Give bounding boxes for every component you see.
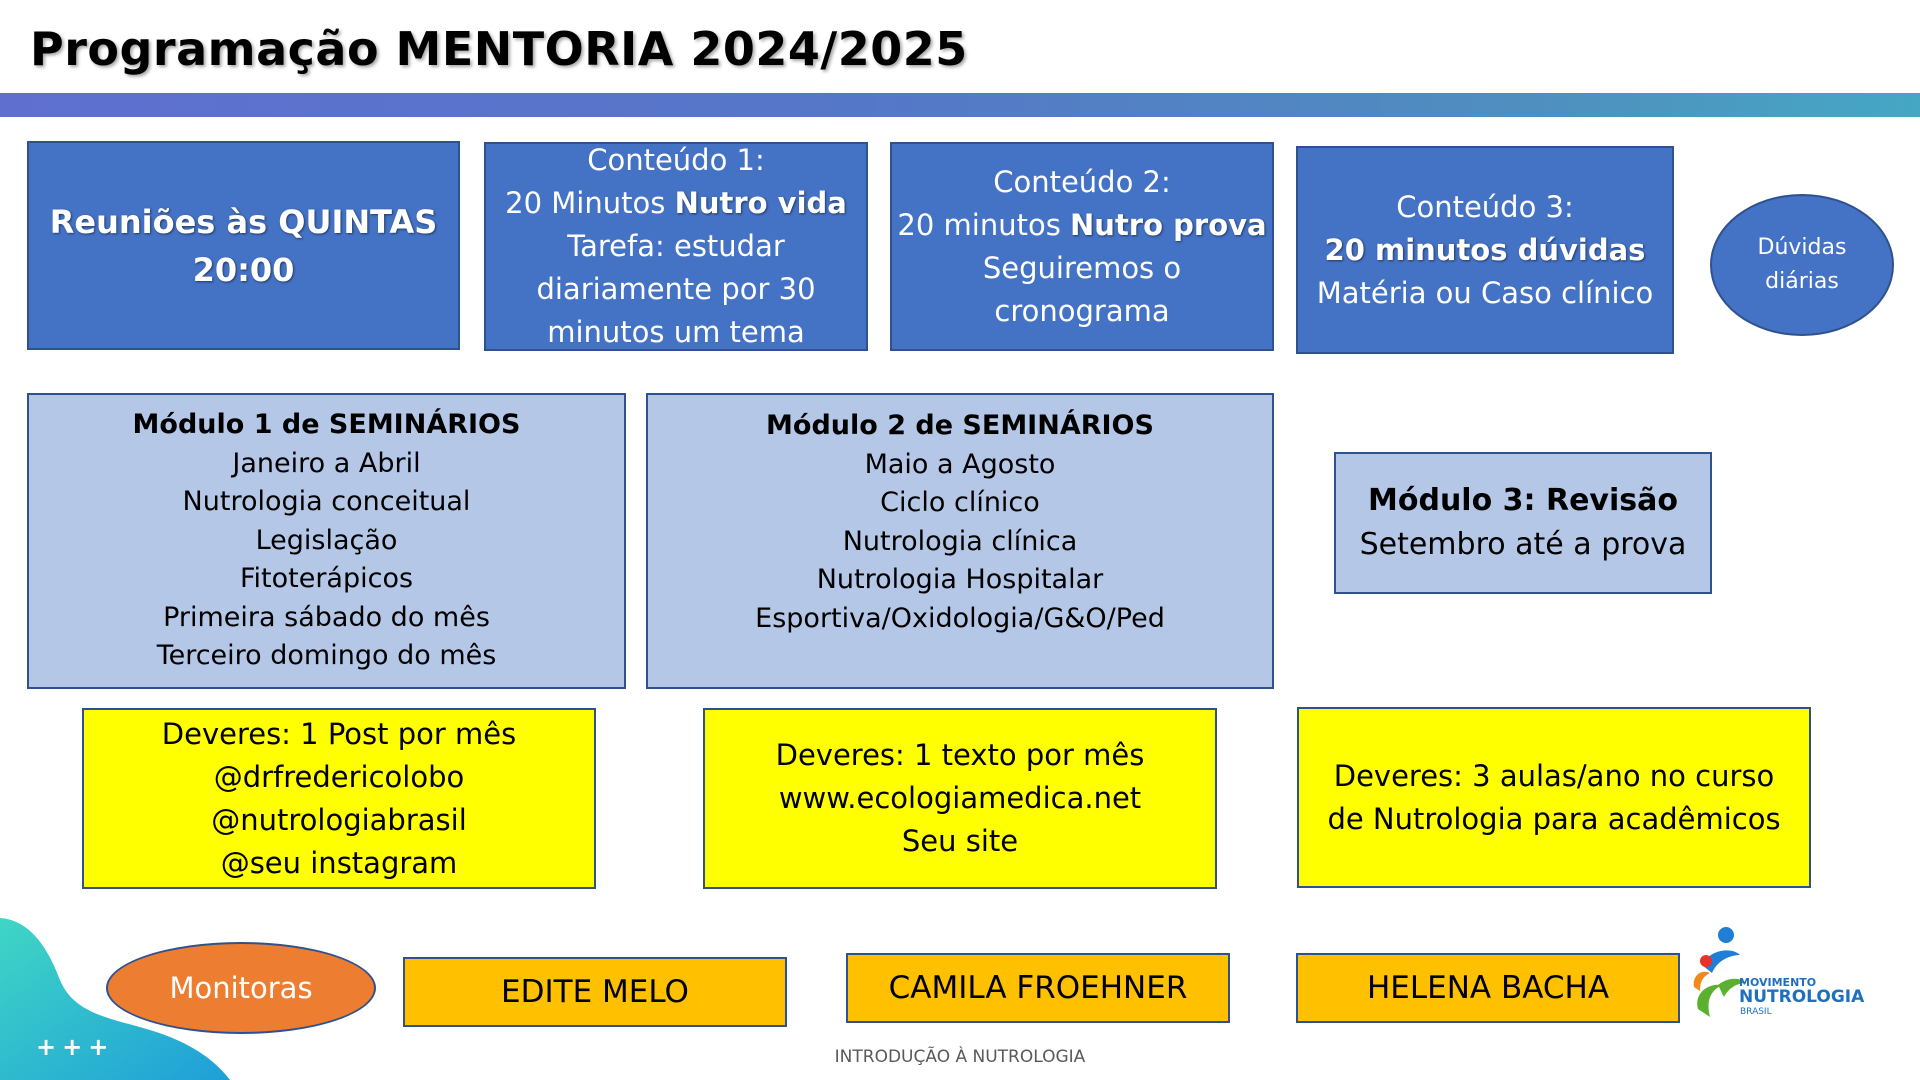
- content-3-box: [1296, 146, 1674, 354]
- duty-3-box: [1297, 707, 1811, 888]
- content-3-note: Matéria ou Caso clínico: [1316, 275, 1654, 310]
- content-1-name: Nutro vida: [674, 186, 847, 220]
- meeting-box: [27, 141, 460, 350]
- content-3-heading: Conteúdo 3:: [1396, 189, 1574, 224]
- monitor-name-box: [846, 953, 1230, 1023]
- content-2-duration: 20 minutos: [897, 207, 1071, 242]
- content-1-heading: Conteúdo 1:: [587, 143, 765, 177]
- content-1-box: [484, 142, 868, 351]
- module-1-item: Fitoterápicos: [239, 563, 414, 595]
- content-3-name: 20 minutos dúvidas: [1324, 232, 1646, 267]
- content-2-name: Nutro prova: [1070, 207, 1267, 242]
- duty-2-box: [703, 708, 1217, 889]
- module-1-item: Terceiro domingo do mês: [156, 640, 497, 672]
- daily-questions-ellipse: [1710, 194, 1894, 336]
- module-1-item: Janeiro a Abril: [232, 447, 421, 479]
- logo-figure-icon: [1688, 925, 1748, 1025]
- monitors-label: [106, 942, 376, 1034]
- page-title: Programação MENTORIA 2024/2025: [30, 22, 968, 76]
- content-1-task-3: minutos um tema: [547, 315, 805, 349]
- monitor-name: HELENA BACHA: [1366, 970, 1610, 1006]
- meeting-time: 20:00: [192, 250, 295, 289]
- monitor-name-box: [1296, 953, 1680, 1023]
- monitor-name: CAMILA FROEHNER: [888, 970, 1188, 1006]
- monitors-label-text: Monitoras: [169, 971, 313, 1005]
- module-2-item: Nutrologia Hospitalar: [816, 564, 1104, 595]
- content-3-topic: [1325, 229, 1646, 272]
- module-1-item: Nutrologia conceitual: [182, 486, 471, 518]
- module-1-item: Primeira sábado do mês: [163, 601, 490, 633]
- content-1-task-2: diariamente por 30: [536, 272, 816, 306]
- module-3-subtitle: Setembro até a prova: [1359, 527, 1687, 562]
- duty-1-line: @seu instagram: [220, 845, 458, 880]
- daily-questions-line-2: diárias: [1765, 269, 1839, 294]
- duty-2-line: Seu site: [901, 824, 1019, 858]
- duty-1-line: @drfredericolobo: [213, 759, 465, 794]
- duty-3-line: Deveres: 3 aulas/ano no curso: [1333, 758, 1775, 793]
- module-2-box: [646, 393, 1274, 689]
- content-2-note-2: cronograma: [994, 293, 1170, 328]
- module-2-item: Maio a Agosto: [864, 448, 1056, 480]
- module-2-item: Nutrologia clínica: [842, 525, 1078, 557]
- meeting-day: Reuniões às QUINTAS: [49, 202, 438, 241]
- footer-caption: INTRODUÇÃO À NUTROLOGIA: [834, 1047, 1086, 1067]
- module-2-title: Módulo 2 de SEMINÁRIOS: [766, 410, 1154, 441]
- duty-3-line: de Nutrologia para acadêmicos: [1327, 801, 1781, 836]
- module-1-box: [27, 393, 626, 689]
- duty-2-line: Deveres: 1 texto por mês: [775, 738, 1145, 772]
- module-1-title: Módulo 1 de SEMINÁRIOS: [132, 409, 521, 441]
- duty-1-box: [82, 708, 596, 889]
- module-1-item: Legislação: [255, 524, 398, 556]
- plus-decoration: +++: [36, 1033, 115, 1061]
- content-1-task-1: Tarefa: estudar: [567, 229, 785, 263]
- monitor-name: EDITE MELO: [501, 974, 689, 1010]
- module-2-item: Ciclo clínico: [880, 487, 1040, 518]
- logo-text-country: BRASIL: [1740, 1007, 1772, 1017]
- daily-questions-line-1: Dúvidas: [1757, 235, 1847, 260]
- content-2-note-1: Seguiremos o: [982, 250, 1182, 285]
- header-gradient-bar: [0, 93, 1920, 117]
- monitor-name-box: [403, 957, 787, 1027]
- logo-text-main: NUTROLOGIA: [1739, 987, 1865, 1007]
- module-2-item: Esportiva/Oxidologia/G&O/Ped: [755, 602, 1165, 634]
- duty-1-line: Deveres: 1 Post por mês: [161, 716, 517, 751]
- logo-text-small: MOVIMENTO: [1739, 976, 1817, 989]
- duty-1-line: @nutrologiabrasil: [211, 802, 467, 837]
- content-1-duration: 20 Minutos: [505, 186, 675, 220]
- content-1-topic: [505, 182, 847, 225]
- content-2-topic: [897, 204, 1266, 247]
- nutrologia-logo: [1688, 925, 1865, 1025]
- content-2-heading: Conteúdo 2:: [993, 164, 1171, 199]
- duty-2-line: www.ecologiamedica.net: [778, 781, 1142, 815]
- content-2-box: [890, 142, 1274, 351]
- module-3-box: [1334, 452, 1712, 594]
- module-3-title: Módulo 3: Revisão: [1368, 483, 1678, 518]
